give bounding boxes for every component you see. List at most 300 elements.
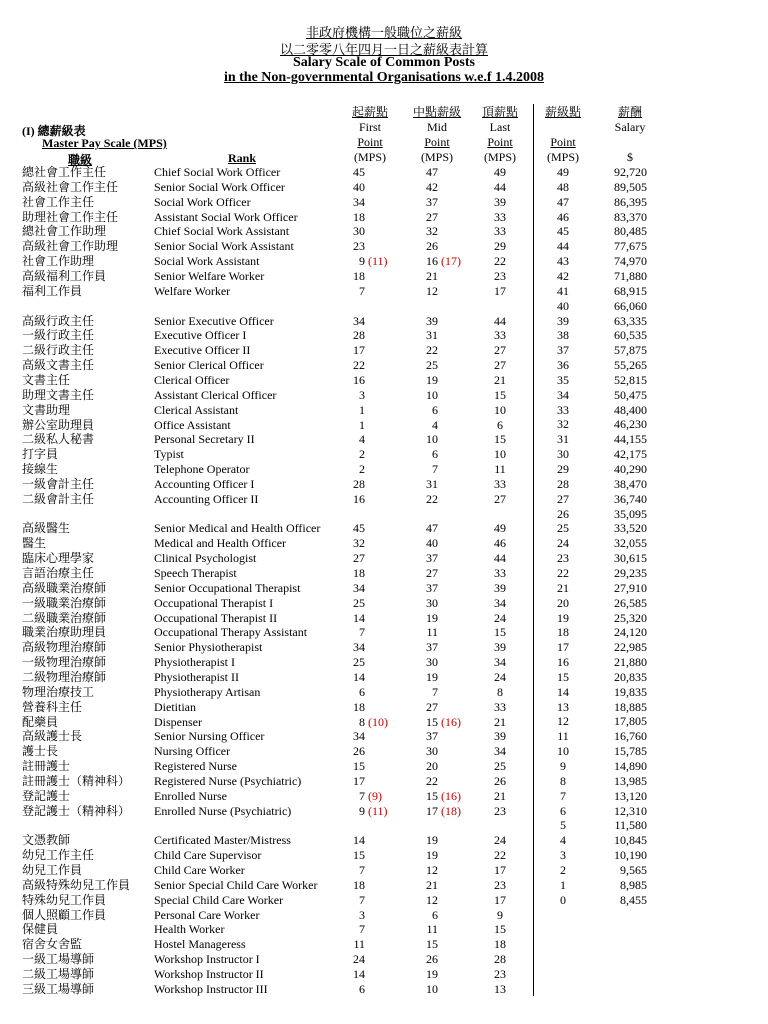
scale-row: [0, 521, 768, 536]
scale-point-value: 29: [557, 462, 569, 476]
first-point-value: 16: [353, 491, 365, 506]
rank-name-chinese: 高級特殊幼兒工作員: [22, 877, 131, 892]
scale-row: [0, 432, 768, 447]
scale-point-value: 32: [557, 417, 569, 432]
scale-point-value: 27: [557, 491, 569, 506]
mid-point-value: 12: [426, 863, 438, 877]
first-point-value: 34: [353, 313, 365, 328]
rank-name-english: Occupational Therapy Assistant: [154, 625, 308, 640]
mid-point-value: 37: [426, 194, 438, 209]
rank-name-chinese: 登記護士: [22, 788, 71, 803]
scale-row: [0, 224, 768, 239]
first-point-value: 18: [353, 877, 365, 892]
scale-row: [0, 744, 768, 759]
rank-name-chinese: 言語治療主任: [22, 566, 95, 580]
rank-name-chinese: 高級物理治療師: [22, 640, 107, 655]
mid-point-value: 30: [426, 595, 438, 610]
last-point-value: 39: [494, 580, 506, 595]
rank-name-english: Occupational Therapist II: [154, 610, 278, 625]
last-point-value: 44: [494, 179, 506, 194]
mid-point-value: 6: [432, 402, 438, 417]
scale-row: [0, 625, 768, 640]
mid-point-value: 30: [426, 655, 438, 670]
column-header-scale-l2: (MPS): [546, 150, 579, 164]
rank-name-chinese: 二級行政主任: [22, 343, 95, 358]
salary-value: 66,060: [614, 298, 647, 313]
last-point-value: 34: [494, 595, 506, 610]
scale-point-value: 41: [557, 283, 569, 298]
first-point-value: 32: [353, 536, 365, 551]
last-point-value: 44: [494, 551, 506, 566]
first-point-value: 45: [353, 521, 365, 536]
salary-value: 13,985: [614, 773, 647, 788]
rank-name-english: Nursing Officer: [154, 744, 231, 759]
last-point-value: 24: [494, 610, 506, 625]
mid-point-value: 6: [432, 907, 438, 922]
scale-row: [0, 878, 768, 893]
last-point-value: 44: [494, 313, 506, 328]
last-point-value: 33: [494, 224, 506, 239]
rank-name-english: Executive Officer I: [154, 328, 247, 343]
rank-name-english: Registered Nurse: [154, 759, 237, 773]
rank-name-chinese: 高級護士長: [22, 729, 83, 744]
mid-point-alt-value: (17): [441, 254, 461, 269]
mid-point-value: 15: [426, 937, 438, 952]
scale-row: [0, 729, 768, 744]
salary-value: 71,880: [614, 268, 647, 283]
first-point-value: 45: [353, 165, 365, 179]
first-point-value: 15: [353, 848, 365, 863]
rank-name-english: Senior Occupational Therapist: [154, 580, 301, 595]
rank-name-chinese: 二級工場導師: [22, 966, 95, 981]
mid-point-value: 39: [426, 313, 438, 328]
scale-row: [0, 373, 768, 388]
scale-point-value: 3: [560, 848, 566, 863]
scale-row: [0, 492, 768, 507]
scale-row: [0, 818, 768, 833]
salary-value: 10,190: [614, 848, 647, 863]
scale-row: [0, 848, 768, 863]
scale-point-value: 4: [560, 833, 566, 848]
rank-name-english: Clerical Assistant: [154, 402, 239, 417]
rank-name-english: Personal Secretary II: [154, 432, 255, 447]
rank-name-english: Workshop Instructor I: [154, 952, 260, 967]
first-point-value: 7: [359, 892, 365, 907]
scale-row: [0, 833, 768, 848]
salary-value: 17,805: [614, 714, 647, 729]
rank-name-english: Physiotherapist II: [154, 669, 239, 684]
rank-name-english: Speech Therapist: [154, 566, 237, 580]
last-point-value: 33: [494, 328, 506, 343]
title-chinese-line2: 以二零零八年四月一日之薪級表計算: [279, 42, 488, 57]
scale-row: [0, 299, 768, 314]
last-point-value: 46: [494, 536, 506, 551]
last-point-value: 18: [494, 937, 506, 952]
rank-name-chinese: 二級職業治療師: [22, 610, 107, 625]
scale-point-value: 49: [557, 165, 569, 179]
salary-value: 24,120: [614, 625, 647, 640]
first-point-value: 14: [353, 966, 365, 981]
mid-point-value: 7: [432, 462, 438, 476]
column-header-salary-l2: $: [627, 150, 633, 164]
salary-value: 80,485: [614, 224, 647, 239]
salary-value: 38,470: [614, 476, 647, 491]
first-point-value: 25: [353, 655, 365, 670]
scale-row: [0, 403, 768, 418]
salary-value: 9,565: [620, 862, 647, 877]
salary-value: 40,290: [614, 462, 647, 476]
scale-point-value: 37: [557, 343, 569, 358]
mid-point-value: 11: [426, 625, 438, 640]
last-point-value: 11: [494, 462, 506, 476]
mid-point-value: 37: [426, 729, 438, 744]
rank-name-english: Certificated Master/Mistress: [154, 833, 291, 848]
first-point-value: 2: [359, 447, 365, 462]
mid-point-value: 47: [426, 165, 438, 179]
scale-row: [0, 210, 768, 225]
salary-value: 36,740: [614, 491, 647, 506]
rank-name-english: Assistant Social Work Officer: [154, 209, 298, 224]
last-point-value: 10: [494, 447, 506, 462]
rank-name-chinese: 護士長: [22, 744, 59, 759]
first-point-value: 15: [353, 759, 365, 773]
mid-point-value: 19: [426, 372, 438, 387]
scale-point-value: 6: [560, 803, 566, 818]
column-header-scale-l1: Point: [550, 135, 576, 149]
salary-value: 26,585: [614, 595, 647, 610]
last-point-value: 25: [494, 759, 506, 773]
rank-name-chinese: 高級醫生: [22, 521, 71, 536]
first-point-value: 7: [359, 922, 365, 937]
mid-point-value: 27: [426, 699, 438, 714]
rank-name-english: Assistant Clerical Officer: [154, 387, 277, 402]
scale-point-value: 33: [557, 402, 569, 417]
first-point-value: 17: [353, 343, 365, 358]
last-point-value: 33: [494, 699, 506, 714]
scale-point-value: 9: [560, 759, 566, 773]
scale-point-value: 14: [557, 684, 569, 699]
first-point-value: 34: [353, 640, 365, 655]
first-point-value: 28: [353, 328, 365, 343]
scale-row: [0, 254, 768, 269]
scale-row: [0, 759, 768, 774]
mid-point-value: 42: [426, 179, 438, 194]
rank-name-chinese: 接線生: [22, 462, 59, 476]
scale-point-value: 12: [557, 714, 569, 729]
scale-point-value: 28: [557, 476, 569, 491]
rank-name-english: Accounting Officer II: [154, 491, 259, 506]
last-point-value: 49: [494, 521, 506, 536]
last-point-value: 23: [494, 268, 506, 283]
scale-point-value: 43: [557, 254, 569, 269]
first-point-value: 4: [359, 432, 365, 447]
scale-point-value: 0: [560, 892, 566, 907]
first-point-value: 6: [359, 684, 365, 699]
rank-name-chinese: 總社會工作主任: [22, 165, 107, 179]
scale-point-value: 45: [557, 224, 569, 239]
rank-name-chinese: 社會工作主任: [22, 194, 95, 209]
salary-value: 46,230: [614, 417, 647, 432]
last-point-value: 9: [497, 907, 503, 922]
scale-point-value: 18: [557, 625, 569, 640]
mid-point-value: 20: [426, 759, 438, 773]
first-point-value: 18: [353, 209, 365, 224]
scale-point-value: 34: [557, 387, 569, 402]
scale-point-value: 38: [557, 328, 569, 343]
first-point-value: 22: [353, 358, 365, 373]
rank-name-english: Senior Executive Officer: [154, 313, 274, 328]
salary-value: 12,310: [614, 803, 647, 818]
rank-name-chinese: 福利工作員: [22, 283, 83, 298]
scale-row: [0, 507, 768, 522]
last-point-value: 23: [494, 966, 506, 981]
rank-name-chinese: 臨床心理學家: [22, 551, 95, 566]
rank-name-english: Accounting Officer I: [154, 476, 255, 491]
rank-name-chinese: 二級私人秘書: [22, 432, 95, 447]
scale-point-value: 16: [557, 655, 569, 669]
first-point-value: 14: [353, 833, 365, 848]
rank-name-english: Telephone Operator: [154, 462, 250, 476]
last-point-value: 8: [497, 684, 503, 699]
rank-name-english: Enrolled Nurse (Psychiatric): [154, 803, 292, 818]
rank-name-english: Personal Care Worker: [154, 907, 260, 922]
salary-value: 89,505: [614, 179, 647, 194]
section-mps-label: Master Pay Scale (MPS): [42, 136, 167, 150]
mid-point-alt-value: (16): [441, 788, 461, 803]
rank-name-english: Special Child Care Worker: [154, 892, 284, 907]
last-point-value: 17: [494, 892, 506, 907]
scale-point-value: 31: [557, 432, 569, 447]
mid-point-value: 19: [426, 833, 438, 848]
last-point-value: 15: [494, 922, 506, 937]
rank-name-chinese: 高級福利工作員: [22, 268, 107, 283]
mid-point-value: 22: [426, 343, 438, 358]
rank-name-english: Typist: [154, 447, 184, 462]
rank-name-chinese: 高級文書主任: [22, 358, 95, 373]
first-point-value: 27: [353, 551, 365, 566]
rank-name-chinese: 高級社會工作助理: [22, 239, 119, 254]
last-point-value: 24: [494, 669, 506, 684]
rank-name-english: Child Care Supervisor: [154, 848, 262, 863]
scale-point-value: 25: [557, 521, 569, 536]
last-point-value: 15: [494, 625, 506, 640]
column-header-scale-cn: 薪級點: [544, 105, 581, 119]
last-point-value: 13: [494, 981, 506, 996]
salary-value: 25,320: [614, 610, 647, 625]
rank-name-chinese: 文憑教師: [22, 833, 71, 848]
rank-name-chinese: 一級物理治療師: [22, 655, 107, 670]
column-header-mid-l1: Mid: [426, 120, 447, 134]
rank-name-english: Senior Physiotherapist: [154, 640, 263, 655]
salary-value: 13,120: [614, 788, 647, 803]
scale-point-value: 46: [557, 209, 569, 224]
salary-value: 60,535: [614, 328, 647, 343]
mid-point-value: 31: [426, 328, 438, 343]
rank-name-english: Chief Social Work Assistant: [154, 224, 290, 239]
rank-name-chinese: 辦公室助理員: [22, 417, 95, 432]
title-chinese-line1: 非政府機構一般職位之薪級: [305, 25, 462, 40]
first-point-value: 6: [359, 981, 365, 996]
rank-name-chinese: 高級社會工作主任: [22, 179, 119, 194]
scale-row: [0, 611, 768, 626]
rank-name-english: Senior Social Work Officer: [154, 179, 285, 194]
salary-value: 35,095: [614, 506, 647, 521]
scale-row: [0, 536, 768, 551]
first-point-value: 8: [359, 714, 365, 729]
scale-row: [0, 239, 768, 254]
first-point-value: 7: [359, 863, 365, 877]
first-point-alt-value: (11): [368, 254, 388, 269]
last-point-value: 21: [494, 714, 506, 729]
rank-name-english: Senior Nursing Officer: [154, 729, 265, 744]
scale-row: [0, 477, 768, 492]
rank-name-english: Social Work Assistant: [154, 254, 260, 269]
salary-value: 19,835: [614, 684, 647, 699]
scale-point-value: 22: [557, 566, 569, 580]
rank-name-english: Workshop Instructor II: [154, 966, 264, 981]
rank-name-english: Senior Social Work Assistant: [154, 239, 294, 254]
first-point-value: 1: [359, 402, 365, 417]
mid-point-value: 25: [426, 358, 438, 373]
rank-name-english: Clerical Officer: [154, 372, 230, 387]
rank-name-chinese: 助理文書主任: [22, 387, 95, 402]
mid-point-value: 37: [426, 580, 438, 595]
rank-name-english: Occupational Therapist I: [154, 595, 274, 610]
last-point-value: 33: [494, 476, 506, 491]
mid-point-value: 15: [426, 788, 438, 803]
salary-value: 77,675: [614, 239, 647, 254]
mid-point-value: 12: [426, 892, 438, 907]
scale-row: [0, 388, 768, 403]
mid-point-value: 31: [426, 476, 438, 491]
rank-header-english: Rank: [228, 151, 257, 165]
rank-name-english: Office Assistant: [154, 417, 231, 432]
mid-point-value: 27: [426, 566, 438, 580]
column-header-salary-l1: Salary: [614, 120, 646, 134]
salary-value: 83,370: [614, 209, 647, 224]
first-point-value: 2: [359, 462, 365, 476]
scale-point-value: 44: [557, 239, 569, 254]
scale-row: [0, 670, 768, 685]
last-point-value: 15: [494, 387, 506, 402]
rank-name-english: Medical and Health Officer: [154, 536, 287, 551]
rank-name-chinese: 高級職業治療師: [22, 580, 107, 595]
scale-point-value: 30: [557, 447, 569, 462]
first-point-value: 17: [353, 773, 365, 788]
salary-value: 29,235: [614, 566, 647, 580]
salary-value: 16,760: [614, 729, 647, 744]
last-point-value: 15: [494, 432, 506, 447]
first-point-value: 26: [353, 744, 365, 759]
rank-name-chinese: 社會工作助理: [22, 254, 95, 269]
last-point-value: 27: [494, 358, 506, 373]
rank-name-chinese: 文書主任: [22, 372, 71, 387]
rank-name-chinese: 打字員: [22, 447, 59, 462]
scale-row: [0, 804, 768, 819]
scale-point-value: 35: [557, 372, 569, 387]
column-header-last-l2: Point: [487, 135, 513, 149]
last-point-value: 33: [494, 209, 506, 224]
rank-name-english: Senior Medical and Health Officer: [154, 521, 321, 536]
last-point-value: 21: [494, 372, 506, 387]
rank-name-english: Child Care Worker: [154, 863, 245, 877]
salary-value: 8,455: [620, 892, 647, 907]
mid-point-value: 26: [426, 952, 438, 967]
rank-name-english: Executive Officer II: [154, 343, 251, 358]
scale-row: [0, 328, 768, 343]
mid-point-value: 37: [426, 640, 438, 655]
column-header-mid-l3: (MPS): [420, 150, 453, 164]
scale-point-value: 24: [557, 536, 569, 551]
rank-name-english: Dispenser: [154, 714, 202, 729]
first-point-value: 7: [359, 283, 365, 298]
last-point-value: 23: [494, 877, 506, 892]
salary-value: 55,265: [614, 358, 647, 372]
mid-point-value: 17: [426, 803, 438, 818]
scale-row: [0, 789, 768, 804]
scale-point-value: 1: [560, 877, 566, 892]
rank-name-english: Social Work Officer: [154, 194, 251, 209]
rank-name-chinese: 二級會計主任: [22, 491, 95, 506]
rank-name-chinese: 一級會計主任: [22, 476, 95, 491]
title-english-line2: in the Non-governmental Organisations w.e.f 1.4.2008: [223, 70, 545, 85]
salary-value: 15,785: [614, 744, 647, 759]
salary-value: 92,720: [614, 165, 647, 179]
column-header-first-l2: Point: [357, 135, 383, 149]
first-point-value: 18: [353, 566, 365, 580]
scale-row: [0, 685, 768, 700]
mid-point-value: 4: [432, 417, 438, 432]
first-point-value: 23: [353, 239, 365, 254]
rank-name-chinese: 註冊護士: [22, 759, 71, 773]
scale-point-value: 47: [557, 194, 569, 209]
last-point-value: 10: [494, 402, 506, 417]
scale-row: [0, 195, 768, 210]
salary-value: 30,615: [614, 551, 647, 566]
first-point-value: 18: [353, 699, 365, 714]
last-point-value: 23: [494, 803, 506, 818]
rank-name-english: Welfare Worker: [154, 283, 231, 298]
scale-row: [0, 462, 768, 477]
mid-point-value: 27: [426, 209, 438, 224]
salary-value: 63,335: [614, 313, 647, 328]
scale-row: [0, 180, 768, 195]
salary-value: 48,400: [614, 402, 647, 417]
mid-point-value: 37: [426, 551, 438, 566]
salary-value: 21,880: [614, 655, 647, 669]
scale-row: [0, 447, 768, 462]
rank-name-chinese: 特殊幼兒工作員: [22, 892, 107, 907]
salary-value: 27,910: [614, 580, 647, 595]
scale-point-value: 48: [557, 179, 569, 194]
first-point-value: 3: [359, 907, 365, 922]
first-point-value: 24: [353, 952, 365, 967]
rank-name-chinese: 個人照顧工作員: [22, 907, 107, 922]
rank-name-english: Clinical Psychologist: [154, 551, 257, 566]
mid-point-value: 32: [426, 224, 438, 239]
rank-name-english: Hostel Manageress: [154, 937, 246, 952]
rank-name-chinese: 幼兒工作員: [22, 863, 83, 877]
first-point-value: 16: [353, 372, 365, 387]
first-point-alt-value: (10): [368, 714, 388, 729]
salary-value: 14,890: [614, 759, 647, 773]
mid-point-value: 21: [426, 268, 438, 283]
last-point-value: 17: [494, 863, 506, 877]
mid-point-value: 19: [426, 848, 438, 863]
column-header-first-cn: 起薪點: [351, 105, 388, 119]
rank-name-english: Physiotherapy Artisan: [154, 684, 261, 699]
rank-name-chinese: 高級行政主任: [22, 313, 95, 328]
